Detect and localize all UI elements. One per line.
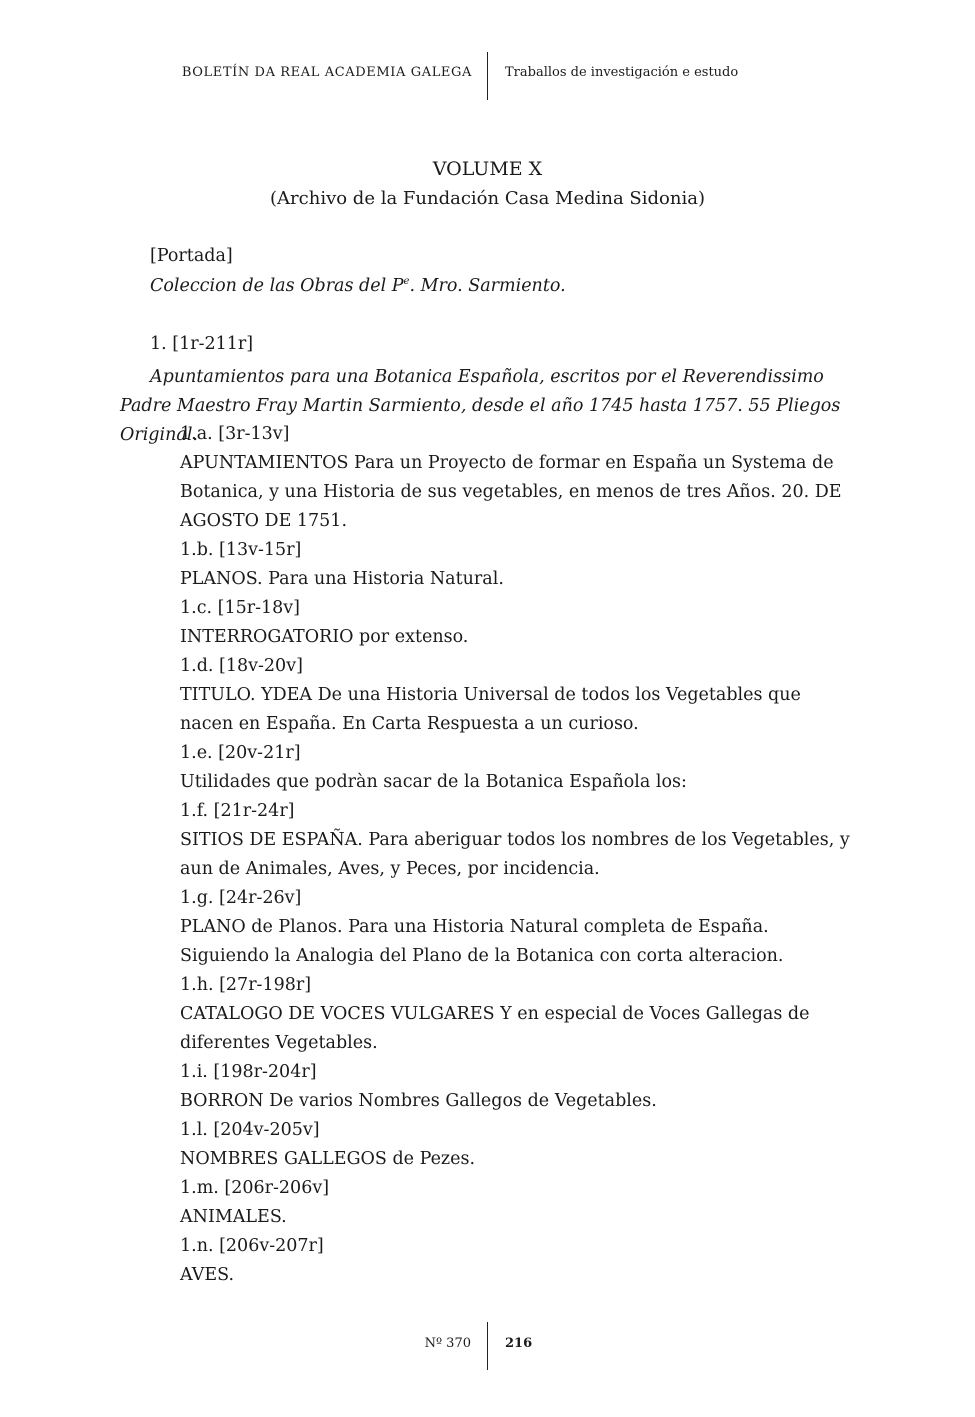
header-divider: [487, 52, 488, 100]
entry-ref: 1.i. [198r-204r]: [180, 1062, 317, 1082]
entry-ref: 1.h. [27r-198r]: [180, 975, 312, 995]
entry-text: PLANO de Planos. Para una Historia Natural completa de España. Siguiendo la Analogia del Plano de la Botanica con corta alteracion.: [180, 917, 784, 966]
portada-label: [Portada]: [150, 246, 233, 266]
entry-text: TITULO. YDEA De una Historia Universal de todos los Vegetables que nacen en España. En Carta Respuesta a un curioso.: [180, 685, 801, 734]
entry-text: SITIOS DE ESPAÑA. Para aberiguar todos los nombres de los Vegetables, y aun de Animales, Aves, y Peces, por incidencia.: [180, 830, 850, 879]
portada-title-text-end: . Mro. Sarmiento.: [409, 276, 566, 296]
entry-text: AVES.: [180, 1265, 235, 1285]
entry-ref: 1.b. [13v-15r]: [180, 540, 302, 560]
page-header: [0, 52, 975, 100]
entry-ref: 1.l. [204v-205v]: [180, 1120, 320, 1140]
entry-ref: 1.f. [21r-24r]: [180, 801, 295, 821]
entry-text: APUNTAMIENTOS Para un Proyecto de formar en España un Systema de Botanica, y una Historia de sus vegetables, en menos de tres Años. 20. DE AGOSTO DE 1751.: [180, 453, 842, 531]
journal-title: BOLETÍN DA REAL ACADEMIA GALEGA: [181, 65, 472, 80]
footer-divider: [487, 1322, 488, 1370]
entry-ref: 1.d. [18v-20v]: [180, 656, 303, 676]
entry-text: CATALOGO DE VOCES VULGARES Y en especial de Voces Gallegas de diferentes Vegetables.: [180, 1004, 810, 1053]
entry-text: PLANOS. Para una Historia Natural.: [180, 569, 504, 589]
section-heading: 1. [1r-211r]: [150, 334, 254, 354]
issue-number: Nº 370: [424, 1336, 471, 1351]
portada-title-text: Coleccion de las Obras del P: [150, 276, 404, 296]
entry-text: Utilidades que podràn sacar de la Botanica Española los:: [180, 772, 687, 792]
page-footer: [0, 1322, 975, 1370]
entry-ref: 1.m. [206r-206v]: [180, 1178, 330, 1198]
entry-text: BORRON De varios Nombres Gallegos de Vegetables.: [180, 1091, 657, 1111]
volume-title: VOLUME X: [432, 158, 543, 180]
entry-ref: 1.a. [3r-13v]: [180, 424, 290, 444]
entry-ref: 1.n. [206v-207r]: [180, 1236, 324, 1256]
portada-title: [150, 276, 566, 296]
entry-text: INTERROGATORIO por extenso.: [180, 627, 469, 647]
volume-subtitle: (Archivo de la Fundación Casa Medina Sidonia): [270, 188, 705, 209]
entry-ref: 1.c. [15r-18v]: [180, 598, 300, 618]
entry-text: NOMBRES GALLEGOS de Pezes.: [180, 1149, 476, 1169]
entry-ref: 1.g. [24r-26v]: [180, 888, 302, 908]
page-number: 216: [505, 1336, 533, 1351]
section-title: Traballos de investigación e estudo: [505, 65, 739, 80]
entry-list: [180, 420, 855, 1290]
entry-text: ANIMALES.: [180, 1207, 287, 1227]
section-description: Apuntamientos para una Botanica Española, escritos por el Reverendissimo Padre Maestro Fray Martin Sarmiento, desde el año 1745 hasta 1757. 55 Pliegos Original.: [120, 367, 841, 445]
entry-ref: 1.e. [20v-21r]: [180, 743, 301, 763]
portada-title-superscript: e: [403, 276, 410, 288]
